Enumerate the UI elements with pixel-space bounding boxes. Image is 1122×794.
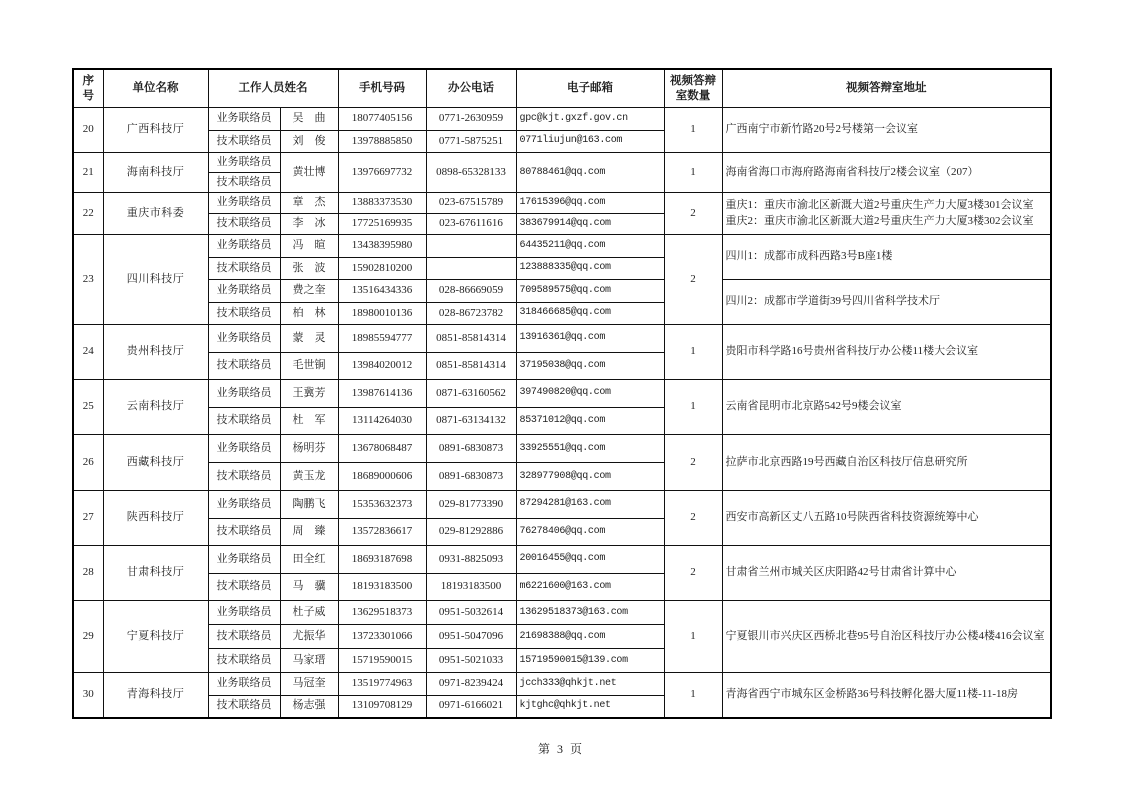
mobile-cell: 13723301066	[338, 625, 426, 649]
role-cell: 业务联络员	[208, 601, 280, 625]
row-number-cell: 24	[73, 325, 103, 380]
mobile-cell: 13114264030	[338, 407, 426, 435]
header-no: 序号	[73, 69, 103, 108]
room-count-cell: 1	[664, 325, 722, 380]
contact-name-cell: 柏 林	[280, 302, 338, 325]
role-cell: 业务联络员	[208, 380, 280, 408]
role-cell: 技术联络员	[208, 214, 280, 235]
office-phone-cell: 0851-85814314	[426, 352, 516, 380]
office-phone-cell: 18193183500	[426, 573, 516, 601]
contact-name-cell: 陶鹏飞	[280, 491, 338, 519]
mobile-cell: 15719590015	[338, 649, 426, 673]
contact-name-cell: 王冀芳	[280, 380, 338, 408]
contact-name-cell: 周 臻	[280, 518, 338, 546]
role-cell: 业务联络员	[208, 673, 280, 696]
room-count-cell: 1	[664, 601, 722, 673]
office-phone-cell: 0851-85814314	[426, 325, 516, 353]
room-address-cell: 贵阳市科学路16号贵州省科技厅办公楼11楼大会议室	[722, 325, 1051, 380]
office-phone-cell: 0951-5047096	[426, 625, 516, 649]
role-cell: 技术联络员	[208, 625, 280, 649]
role-cell: 技术联络员	[208, 463, 280, 491]
contact-name-cell: 尤振华	[280, 625, 338, 649]
table-row	[73, 193, 1051, 214]
row-number-cell: 27	[73, 491, 103, 546]
mobile-cell: 18985594777	[338, 325, 426, 353]
email-cell: 328977908@qq.com	[516, 463, 664, 491]
role-cell: 业务联络员	[208, 193, 280, 214]
role-cell: 技术联络员	[208, 407, 280, 435]
mobile-cell: 13109708129	[338, 695, 426, 718]
email-cell: 397490820@qq.com	[516, 380, 664, 408]
room-count-cell: 1	[664, 673, 722, 718]
table-row	[73, 235, 1051, 258]
role-cell: 业务联络员	[208, 153, 280, 173]
row-number-cell: 29	[73, 601, 103, 673]
mobile-cell: 18693187698	[338, 546, 426, 574]
row-number-cell: 21	[73, 153, 103, 193]
office-phone-cell: 0951-5032614	[426, 601, 516, 625]
mobile-cell: 13678068487	[338, 435, 426, 463]
row-number-cell: 23	[73, 235, 103, 325]
contact-name-cell: 李 冰	[280, 214, 338, 235]
unit-name-cell: 甘肃科技厅	[103, 546, 208, 601]
role-cell: 技术联络员	[208, 257, 280, 280]
contact-name-cell: 田全红	[280, 546, 338, 574]
office-phone-cell: 0871-63134132	[426, 407, 516, 435]
table-row	[73, 108, 1051, 131]
office-phone-cell	[426, 257, 516, 280]
office-phone-cell	[426, 235, 516, 258]
office-phone-cell: 0971-8239424	[426, 673, 516, 696]
unit-name-cell: 宁夏科技厅	[103, 601, 208, 673]
header-room-addr: 视频答辩室地址	[722, 69, 1051, 108]
role-cell: 技术联络员	[208, 130, 280, 153]
email-cell: 13916361@qq.com	[516, 325, 664, 353]
email-cell: 383679914@qq.com	[516, 214, 664, 235]
room-address-cell: 宁夏银川市兴庆区西桥北巷95号自治区科技厅办公楼4楼416会议室	[722, 601, 1051, 673]
unit-name-cell: 重庆市科委	[103, 193, 208, 235]
room-address-cell: 西安市高新区丈八五路10号陕西省科技资源统筹中心	[722, 491, 1051, 546]
table-row	[73, 601, 1051, 625]
email-cell: 64435211@qq.com	[516, 235, 664, 258]
contact-name-cell: 杨志强	[280, 695, 338, 718]
contact-name-cell: 马 骥	[280, 573, 338, 601]
table-row	[73, 435, 1051, 463]
page-number: 第 3 页	[537, 742, 584, 756]
contact-name-cell: 吴 曲	[280, 108, 338, 131]
room-count-cell: 1	[664, 380, 722, 435]
row-number-cell: 28	[73, 546, 103, 601]
contact-name-cell: 黄玉龙	[280, 463, 338, 491]
row-number-cell: 20	[73, 108, 103, 153]
room-address-cell: 四川2：成都市学道街39号四川省科学技术厅	[722, 280, 1051, 325]
header-room-count: 视频答辩室数量	[664, 69, 722, 108]
table-row	[73, 546, 1051, 574]
email-cell: 123888335@qq.com	[516, 257, 664, 280]
office-phone-cell: 028-86723782	[426, 302, 516, 325]
room-count-cell: 1	[664, 108, 722, 153]
mobile-cell: 13984020012	[338, 352, 426, 380]
role-cell: 业务联络员	[208, 280, 280, 303]
email-cell: 318466685@qq.com	[516, 302, 664, 325]
email-cell: kjtghc@qhkjt.net	[516, 695, 664, 718]
unit-name-cell: 青海科技厅	[103, 673, 208, 718]
contact-name-cell: 马冠奎	[280, 673, 338, 696]
role-cell: 技术联络员	[208, 695, 280, 718]
email-cell: 0771liujun@163.com	[516, 130, 664, 153]
email-cell: 37195038@qq.com	[516, 352, 664, 380]
room-count-cell: 2	[664, 491, 722, 546]
header-unit: 单位名称	[103, 69, 208, 108]
role-cell: 技术联络员	[208, 352, 280, 380]
email-cell: 76278406@qq.com	[516, 518, 664, 546]
table-row	[73, 380, 1051, 408]
role-cell: 技术联络员	[208, 573, 280, 601]
header-office: 办公电话	[426, 69, 516, 108]
email-cell: m6221600@163.com	[516, 573, 664, 601]
role-cell: 技术联络员	[208, 649, 280, 673]
room-count-cell: 2	[664, 193, 722, 235]
mobile-cell: 18077405156	[338, 108, 426, 131]
table-row	[73, 673, 1051, 696]
room-count-cell: 2	[664, 435, 722, 491]
office-phone-cell: 0891-6830873	[426, 463, 516, 491]
room-count-cell: 1	[664, 153, 722, 193]
unit-name-cell: 四川科技厅	[103, 235, 208, 325]
role-cell: 技术联络员	[208, 302, 280, 325]
unit-name-cell: 陕西科技厅	[103, 491, 208, 546]
contact-name-cell: 蒙 灵	[280, 325, 338, 353]
mobile-cell: 18980010136	[338, 302, 426, 325]
office-phone-cell: 0771-2630959	[426, 108, 516, 131]
role-cell: 业务联络员	[208, 235, 280, 258]
mobile-cell: 13572836617	[338, 518, 426, 546]
unit-name-cell: 海南科技厅	[103, 153, 208, 193]
mobile-cell: 18689000606	[338, 463, 426, 491]
mobile-cell: 13519774963	[338, 673, 426, 696]
email-cell: 21698388@qq.com	[516, 625, 664, 649]
table-row	[73, 280, 1051, 303]
room-address-cell: 甘肃省兰州市城关区庆阳路42号甘肃省计算中心	[722, 546, 1051, 601]
contact-name-cell: 张 波	[280, 257, 338, 280]
mobile-cell: 13976697732	[338, 153, 426, 193]
office-phone-cell: 0891-6830873	[426, 435, 516, 463]
email-cell: 13629518373@163.com	[516, 601, 664, 625]
unit-name-cell: 云南科技厅	[103, 380, 208, 435]
mobile-cell: 15902810200	[338, 257, 426, 280]
role-cell: 技术联络员	[208, 173, 280, 193]
table-row	[73, 491, 1051, 519]
contact-name-cell: 毛世锏	[280, 352, 338, 380]
contact-name-cell: 章 杰	[280, 193, 338, 214]
email-cell: 33925551@qq.com	[516, 435, 664, 463]
unit-name-cell: 贵州科技厅	[103, 325, 208, 380]
role-cell: 业务联络员	[208, 491, 280, 519]
header-staff: 工作人员姓名	[208, 69, 338, 108]
table-row	[73, 153, 1051, 173]
email-cell: 709589575@qq.com	[516, 280, 664, 303]
office-phone-cell: 0951-5021033	[426, 649, 516, 673]
office-phone-cell: 028-86669059	[426, 280, 516, 303]
email-cell: 85371012@qq.com	[516, 407, 664, 435]
mobile-cell: 13883373530	[338, 193, 426, 214]
header-email: 电子邮箱	[516, 69, 664, 108]
contact-name-cell: 冯 暄	[280, 235, 338, 258]
email-cell: 87294281@163.com	[516, 491, 664, 519]
mobile-cell: 18193183500	[338, 573, 426, 601]
role-cell: 技术联络员	[208, 518, 280, 546]
room-address-cell: 四川1：成都市成科西路3号B座1楼	[722, 235, 1051, 280]
room-address-cell: 拉萨市北京西路19号西藏自治区科技厅信息研究所	[722, 435, 1051, 491]
office-phone-cell: 029-81292886	[426, 518, 516, 546]
room-address-cell: 海南省海口市海府路海南省科技厅2楼会议室（207）	[722, 153, 1051, 193]
unit-name-cell: 西藏科技厅	[103, 435, 208, 491]
room-count-cell: 2	[664, 235, 722, 325]
contact-name-cell: 杜 军	[280, 407, 338, 435]
email-cell: 15719590015@139.com	[516, 649, 664, 673]
office-phone-cell: 0931-8825093	[426, 546, 516, 574]
office-phone-cell: 029-81773390	[426, 491, 516, 519]
mobile-cell: 13987614136	[338, 380, 426, 408]
office-phone-cell: 0971-6166021	[426, 695, 516, 718]
email-cell: 20016455@qq.com	[516, 546, 664, 574]
role-cell: 业务联络员	[208, 108, 280, 131]
email-cell: 17615396@qq.com	[516, 193, 664, 214]
row-number-cell: 26	[73, 435, 103, 491]
contact-name-cell: 费之奎	[280, 280, 338, 303]
email-cell: gpc@kjt.gxzf.gov.cn	[516, 108, 664, 131]
mobile-cell: 13438395980	[338, 235, 426, 258]
mobile-cell: 13629518373	[338, 601, 426, 625]
office-phone-cell: 023-67611616	[426, 214, 516, 235]
header-mobile: 手机号码	[338, 69, 426, 108]
email-cell: 80788461@qq.com	[516, 153, 664, 193]
office-phone-cell: 0771-5875251	[426, 130, 516, 153]
unit-name-cell: 广西科技厅	[103, 108, 208, 153]
role-cell: 业务联络员	[208, 546, 280, 574]
role-cell: 业务联络员	[208, 325, 280, 353]
contact-name-cell: 刘 俊	[280, 130, 338, 153]
room-address-cell: 重庆1：重庆市渝北区新溉大道2号重庆生产力大厦3楼301会议室 重庆2：重庆市渝北区新溉大道2号重庆生产力大厦3楼302会议室	[722, 193, 1051, 235]
room-address-cell: 青海省西宁市城东区金桥路36号科技孵化器大厦11楼-11-18房	[722, 673, 1051, 718]
mobile-cell: 13978885850	[338, 130, 426, 153]
header-row	[73, 69, 1051, 108]
room-address-cell: 云南省昆明市北京路542号9楼会议室	[722, 380, 1051, 435]
mobile-cell: 13516434336	[338, 280, 426, 303]
mobile-cell: 17725169935	[338, 214, 426, 235]
room-count-cell: 2	[664, 546, 722, 601]
office-phone-cell: 023-67515789	[426, 193, 516, 214]
row-number-cell: 30	[73, 673, 103, 718]
room-address-cell: 广西南宁市新竹路20号2号楼第一会议室	[722, 108, 1051, 153]
email-cell: jcch333@qhkjt.net	[516, 673, 664, 696]
table-row	[73, 325, 1051, 353]
contact-name-cell: 马家瑨	[280, 649, 338, 673]
row-number-cell: 22	[73, 193, 103, 235]
mobile-cell: 15353632373	[338, 491, 426, 519]
office-phone-cell: 0871-63160562	[426, 380, 516, 408]
contact-name-cell: 杜子威	[280, 601, 338, 625]
contact-name-cell: 黄壮博	[280, 153, 338, 193]
office-phone-cell: 0898-65328133	[426, 153, 516, 193]
role-cell: 业务联络员	[208, 435, 280, 463]
row-number-cell: 25	[73, 380, 103, 435]
contact-roster-table	[72, 68, 1052, 719]
contact-name-cell: 杨明芬	[280, 435, 338, 463]
